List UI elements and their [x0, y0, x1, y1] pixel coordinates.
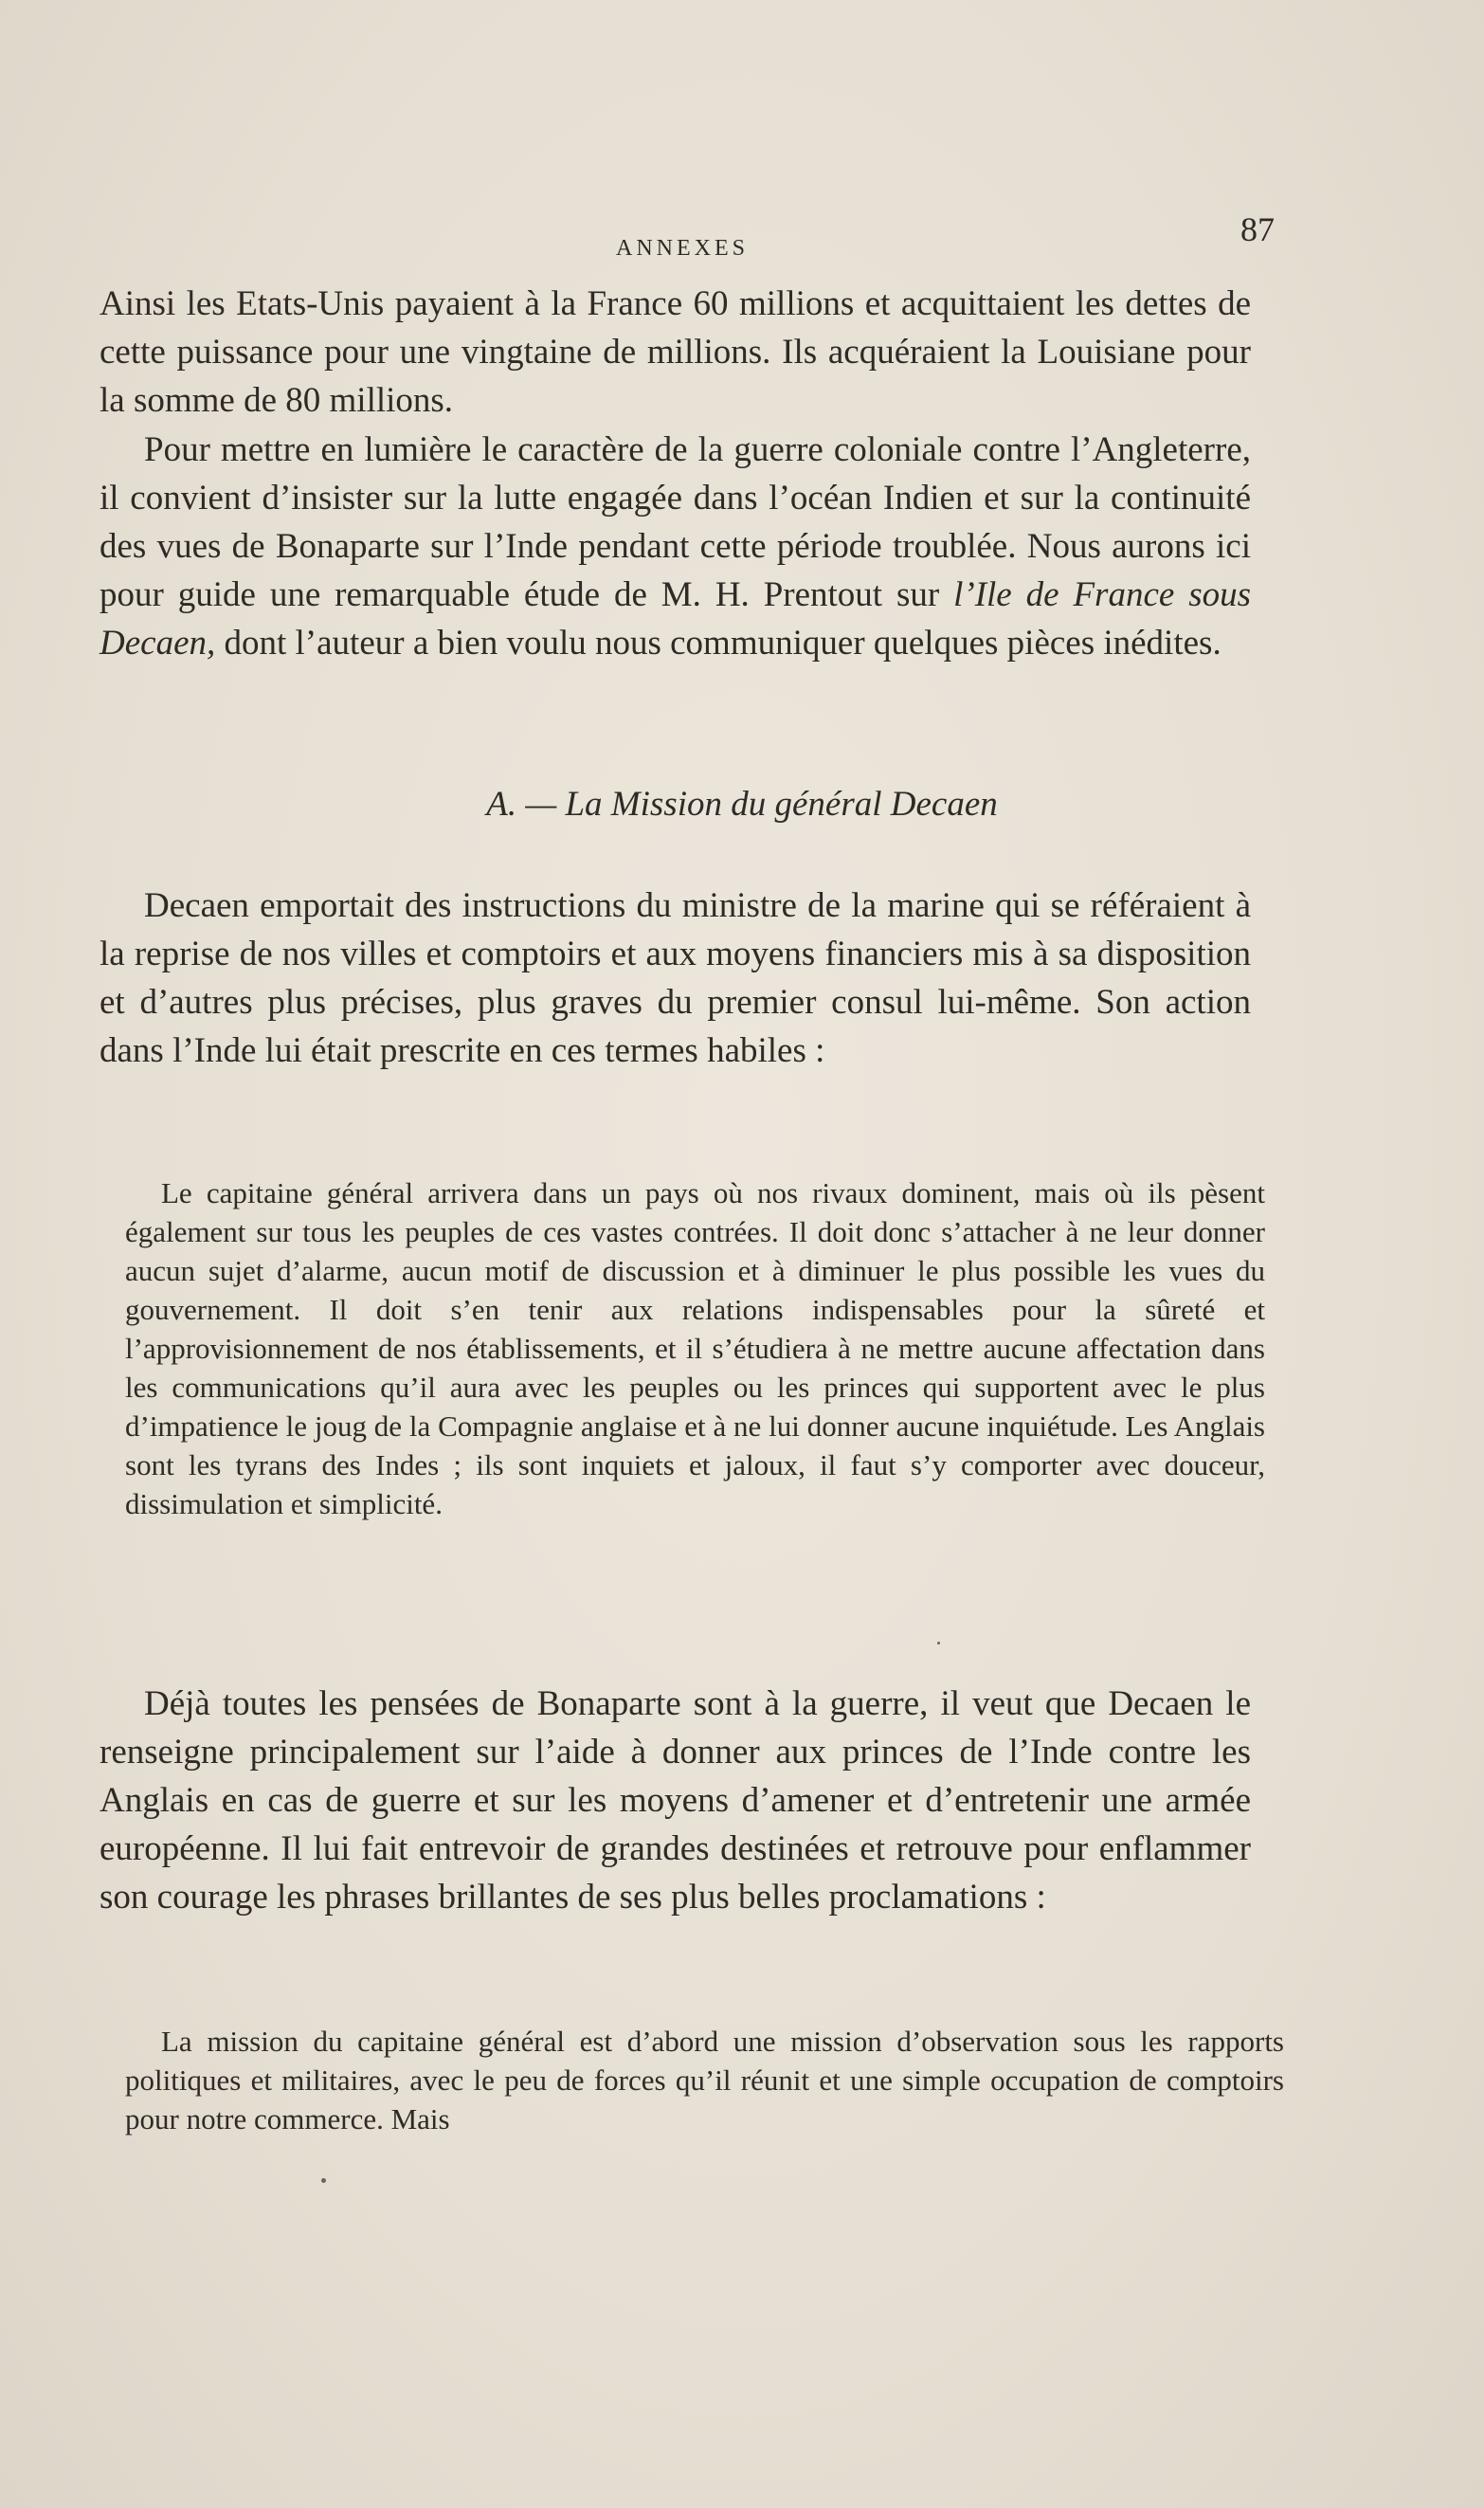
- block-quote-1: [125, 1173, 1265, 1523]
- paragraph-2-part-1: Pour mettre en lumière le caractère de la guerre coloniale contre l’Angleterre, il convient d’insister sur la lutte engagée dans l’océan Indien et sur la continuité des vues de Bonaparte sur l’Inde pendant cette période troublée. Nous aurons ici pour guide une remarquable étude de M. H. Prentout sur: [100, 430, 1251, 614]
- section-heading-label: A. —: [486, 785, 566, 824]
- ink-speck: [321, 2178, 326, 2183]
- book-title-italic: l’Ile de France sous Decaen,: [100, 575, 1251, 663]
- paragraph-4: [100, 1680, 1251, 1921]
- page-number: 87: [1240, 210, 1275, 248]
- paragraph-3: [100, 881, 1251, 1075]
- paragraph-2-part-2: dont l’auteur a bien voulu nous communiquer quelques pièces inédites.: [215, 624, 1222, 663]
- paragraph-2: [100, 426, 1251, 667]
- block-quote-2: [125, 2022, 1284, 2138]
- section-heading: [0, 784, 1484, 825]
- block-quote-1-text: Le capitaine général arrivera dans un pays où nos rivaux dominent, mais où ils pèsent également sur tous les peuples de ces vastes contrées. Il doit donc s’attacher à ne leur donner aucun sujet d’alarme, aucun motif de discussion et à diminuer le plus possible les vues du gouvernement. Il doit s’en tenir aux relations indispensables pour la sûreté et l’approvisionnement de nos établissements, et il s’étudiera à ne mettre aucune affectation dans les communications qu’il aura avec les peuples ou les princes qui supportent avec le plus d’impatience le joug de la Compagnie anglaise et à ne lui donner aucune inquiétude. Les Anglais sont les tyrans des Indes ; ils sont inquiets et jaloux, il faut s’y comporter avec douceur, dissimulation et simplicité.: [125, 1176, 1265, 1520]
- paragraph-3-text: Decaen emportait des instructions du ministre de la marine qui se référaient à la reprise de nos villes et comptoirs et aux moyens financiers mis à sa disposition et d’autres plus précises, plus graves du premier consul lui-même. Son action dans l’Inde lui était prescrite en ces termes habiles :: [100, 886, 1251, 1070]
- paragraph-2-text: [100, 426, 1251, 667]
- running-title: ANNEXES: [616, 236, 749, 261]
- paragraph-1-text: Ainsi les Etats-Unis payaient à la France 60 millions et acquittaient les dettes de cette puissance pour une vingtaine de millions. Ils acquéraient la Louisiane pour la somme de 80 millions.: [100, 284, 1251, 420]
- ink-speck: [937, 1642, 940, 1645]
- paragraph-4-text: Déjà toutes les pensées de Bonaparte sont à la guerre, il veut que Decaen le renseigne principalement sur l’aide à donner aux princes de l’Inde contre les Anglais en cas de guerre et sur les moyens d’amener et d’entretenir une armée européenne. Il lui fait entrevoir de grandes destinées et retrouve pour enflammer son courage les phrases brillantes de ses plus belles proclamations :: [100, 1684, 1251, 1917]
- running-head: [0, 210, 1484, 268]
- paragraph-1: [100, 280, 1251, 425]
- block-quote-2-text: La mission du capitaine général est d’abord une mission d’observation sous les rapports politiques et militaires, avec le peu de forces qu’il réunit et une simple occupation de comptoirs pour notre commerce. Mais: [125, 2025, 1284, 2135]
- section-heading-title: La Mission du général Decaen: [565, 785, 998, 824]
